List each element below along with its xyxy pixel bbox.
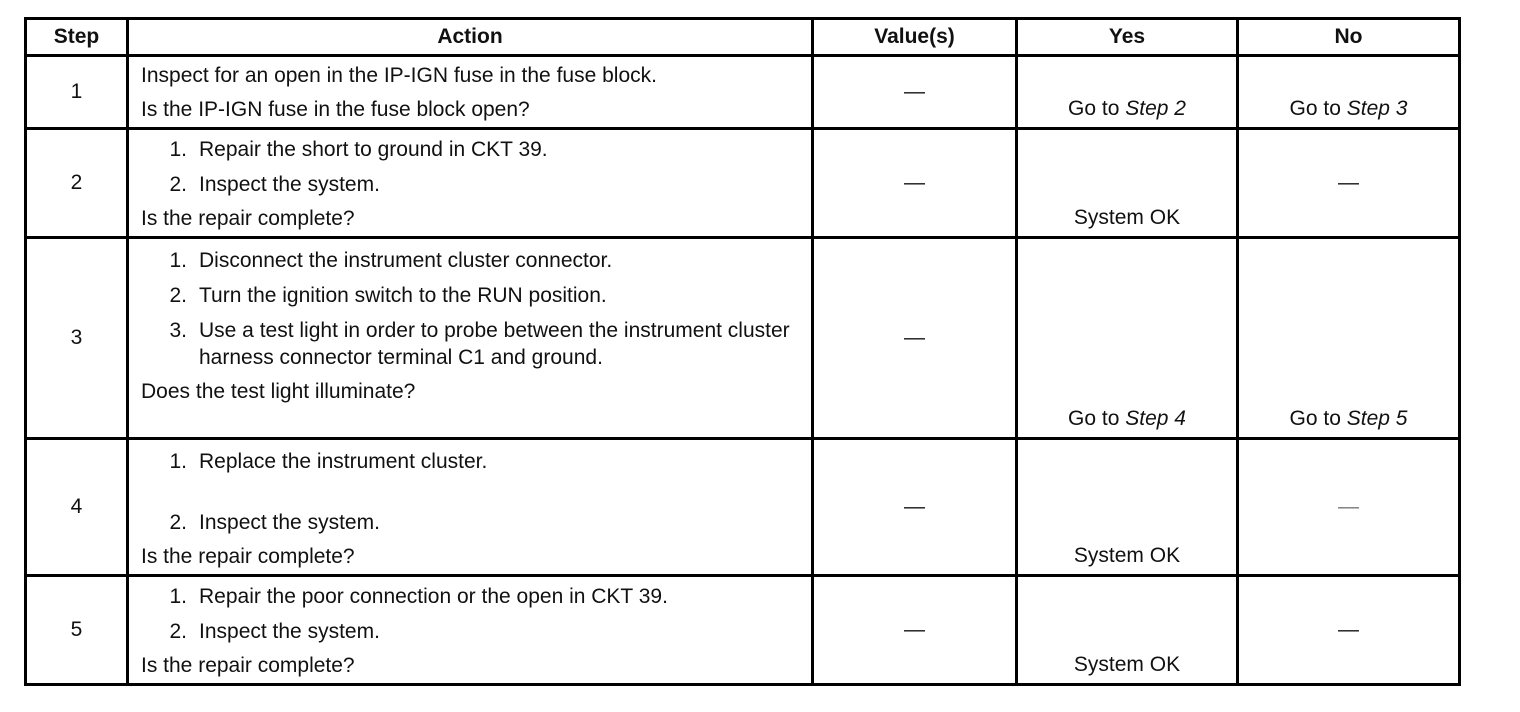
no-prefix: Go to [1289, 407, 1347, 430]
no-cell [1238, 238, 1460, 439]
value-cell [813, 238, 1017, 439]
item-number: 2. [169, 284, 187, 307]
action-cell [128, 238, 813, 439]
item-text: Use a test light in order to probe between the instrument cluster harness connector terminal C1 and ground. [199, 319, 790, 369]
item-text: Inspect the system. [199, 511, 380, 534]
action-item [141, 614, 801, 649]
value-dash: — [904, 618, 925, 641]
action-line: Inspect for an open in the IP-IGN fuse in the fuse block. [141, 64, 657, 87]
item-number: 1. [169, 138, 187, 161]
table-row [26, 56, 1460, 129]
header-step: Step [26, 19, 128, 56]
item-number: 2. [169, 620, 187, 643]
action-item [141, 579, 801, 614]
action-item [141, 167, 801, 202]
value-dash: — [904, 326, 925, 349]
no-cell [1238, 439, 1460, 576]
yes-cell: System OK [1017, 576, 1238, 685]
item-number: 2. [169, 511, 187, 534]
yes-step-link[interactable]: Step 4 [1125, 407, 1186, 430]
action-item [141, 243, 801, 278]
header-no: No [1238, 19, 1460, 56]
item-number: 1. [169, 249, 187, 272]
action-cell [128, 129, 813, 238]
step-number: 1 [26, 56, 128, 129]
yes-prefix: Go to [1068, 407, 1126, 430]
no-step-link[interactable]: Step 5 [1346, 407, 1408, 430]
value-dash: — [904, 495, 925, 518]
no-dash: — [1338, 495, 1359, 518]
yes-prefix: Go to [1068, 97, 1126, 120]
spacer [141, 479, 801, 505]
item-number: 3. [169, 319, 187, 342]
yes-cell: System OK [1017, 129, 1238, 238]
item-text: Disconnect the instrument cluster connector. [199, 249, 613, 272]
action-cell [128, 439, 813, 576]
no-dash: — [1338, 171, 1359, 194]
diagnostic-table [24, 17, 1461, 686]
table-row [26, 439, 1460, 576]
no-prefix: Go to [1289, 97, 1347, 120]
item-number: 2. [169, 173, 187, 196]
item-text: Turn the ignition switch to the RUN position. [199, 284, 607, 307]
no-step-link[interactable]: Step 3 [1346, 97, 1408, 120]
value-cell [813, 439, 1017, 576]
step-number: 4 [26, 439, 128, 576]
table-row [26, 238, 1460, 439]
item-number: 1. [169, 450, 187, 473]
header-values: Value(s) [813, 19, 1017, 56]
yes-cell [1017, 56, 1238, 129]
item-text: Replace the instrument cluster. [199, 450, 488, 473]
value-cell [813, 129, 1017, 238]
table-row [26, 576, 1460, 685]
step-number: 5 [26, 576, 128, 685]
item-text: Repair the poor connection or the open in CKT 39. [199, 585, 668, 608]
table-row [26, 129, 1460, 238]
step-number: 3 [26, 238, 128, 439]
action-question: Is the repair complete? [141, 545, 355, 568]
step-number: 2 [26, 129, 128, 238]
no-cell [1238, 129, 1460, 238]
value-cell [813, 56, 1017, 129]
action-cell [128, 576, 813, 685]
header-action: Action [128, 19, 813, 56]
action-cell [128, 56, 813, 129]
item-text: Inspect the system. [199, 173, 380, 196]
action-question: Does the test light illuminate? [141, 380, 416, 403]
header-row [26, 19, 1460, 56]
action-question: Is the IP-IGN fuse in the fuse block open? [141, 98, 530, 121]
action-item [141, 278, 801, 313]
no-cell [1238, 56, 1460, 129]
item-number: 1. [169, 585, 187, 608]
no-dash: — [1338, 618, 1359, 641]
item-text: Repair the short to ground in CKT 39. [199, 138, 548, 161]
action-question: Is the repair complete? [141, 207, 355, 230]
action-item [141, 444, 801, 479]
action-item [141, 132, 801, 167]
header-yes: Yes [1017, 19, 1238, 56]
yes-cell [1017, 238, 1238, 439]
action-item [141, 505, 801, 540]
action-question: Is the repair complete? [141, 654, 355, 677]
no-cell [1238, 576, 1460, 685]
action-item [141, 313, 801, 375]
value-cell [813, 576, 1017, 685]
item-text: Inspect the system. [199, 620, 380, 643]
value-dash: — [904, 80, 925, 103]
yes-step-link[interactable]: Step 2 [1125, 97, 1186, 120]
value-dash: — [904, 171, 925, 194]
yes-cell: System OK [1017, 439, 1238, 576]
